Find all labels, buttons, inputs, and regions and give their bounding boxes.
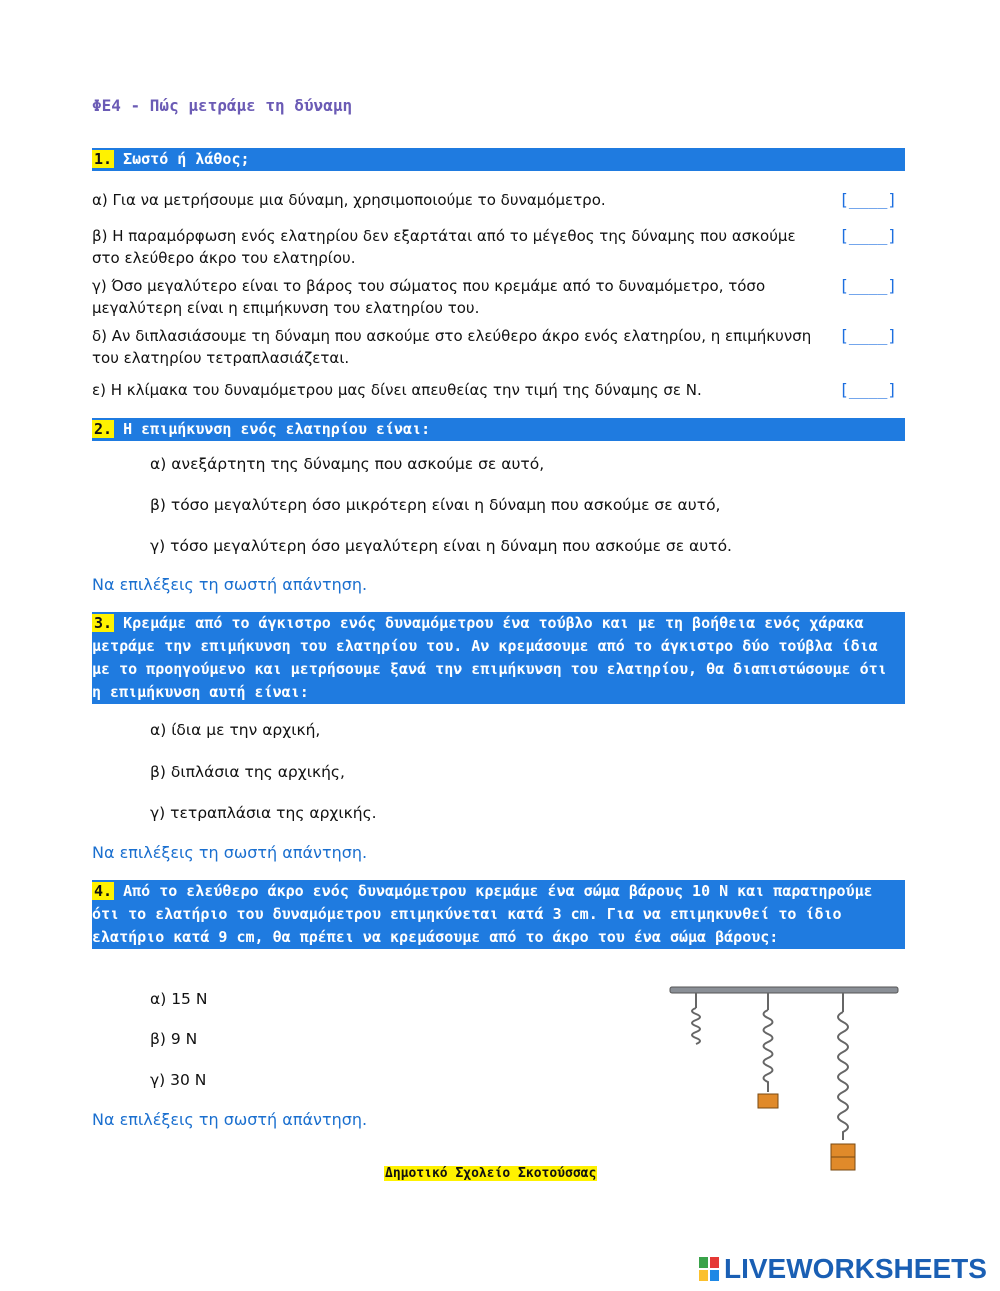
tf-statement: α) Για να μετρήσουμε μια δύναμη, χρησιμοποιούμε το δυναμόμετρο. [92,191,606,209]
answer-option[interactable]: α) ανεξάρτητη της δύναμης που ασκούμε σε αυτό, [150,455,545,473]
answer-option[interactable]: α) ίδια με την αρχική, [150,721,321,739]
school-name: Δημοτικό Σχολείο Σκοτούσσας [385,1166,597,1181]
answer-option[interactable]: α) 15 Ν [150,990,208,1008]
question-number: 3. [94,614,113,632]
question-1-header [92,148,905,171]
question-number: 1. [94,150,113,168]
tf-statement: ε) Η κλίμακα του δυναμόμετρου μας δίνει απευθείας την τιμή της δύναμης σε Ν. [92,381,702,399]
liveworksheets-logo [698,1253,987,1285]
tf-answer-blank[interactable]: [____] [839,380,897,399]
answer-option[interactable]: γ) 30 Ν [150,1071,207,1089]
instruction-text: Να επιλέξεις τη σωστή απάντηση. [92,843,368,862]
brand-wordmark: LIVEWORKSHEETS [724,1253,987,1284]
question-text: Σωστό ή λάθος; [123,150,250,168]
question-4-header [92,880,905,949]
tf-item [92,325,897,369]
question-3-header [92,612,905,704]
tf-statement: γ) Όσο μεγαλύτερο είναι το βάρος του σώματος που κρεμάμε από το δυναμόμετρο, τόσο μεγαλύτερη είναι η επιμήκυνση του ελατηρίου του. [92,277,766,317]
tf-statement: β) Η παραμόρφωση ενός ελατηρίου δεν εξαρτάται από το μέγεθος της δύναμης που ασκούμε στο ελεύθερο άκρο του ελατηρίου. [92,227,796,267]
tf-item [92,225,897,269]
question-2-header [92,418,905,441]
question-text: Κρεμάμε από το άγκιστρο ενός δυναμόμετρου ένα τούβλο και με τη βοήθεια ενός χάρακα μετράμε την επιμήκυνση του ελατηρίου του. Αν κρεμάσουμε από το άγκιστρο δύο τούβλα ίδια με το προηγούμενο και μετρήσουμε ξανά την επιμήκυνση του ελατηρίου, θα διαπιστώσουμε ότι η επιμήκυνση αυτή είναι: [92,614,887,701]
answer-option[interactable]: β) τόσο μεγαλύτερη όσο μικρότερη είναι η δύναμη που ασκούμε σε αυτό, [150,496,721,514]
answer-option[interactable]: γ) τετραπλάσια της αρχικής. [150,804,377,822]
liveworksheets-icon [698,1256,720,1282]
springs-illustration [668,984,904,1180]
question-number: 4. [94,882,113,900]
question-text: Η επιμήκυνση ενός ελατηρίου είναι: [123,420,431,438]
answer-option[interactable]: β) 9 Ν [150,1030,198,1048]
tf-answer-blank[interactable]: [____] [839,326,897,345]
tf-answer-blank[interactable]: [____] [839,276,897,295]
instruction-text: Να επιλέξεις τη σωστή απάντηση. [92,1110,368,1129]
tf-item [92,275,897,319]
tf-answer-blank[interactable]: [____] [839,190,897,209]
answer-option[interactable]: γ) τόσο μεγαλύτερη όσο μεγαλύτερη είναι η δύναμη που ασκούμε σε αυτό. [150,537,732,555]
question-number: 2. [94,420,113,438]
instruction-text: Να επιλέξεις τη σωστή απάντηση. [92,575,368,594]
page-title: ΦΕ4 - Πώς μετράμε τη δύναμη [92,96,353,115]
tf-item [92,189,897,211]
tf-statement: δ) Αν διπλασιάσουμε τη δύναμη που ασκούμε στο ελεύθερο άκρο ενός ελατηρίου, η επιμήκυνση του ελατηρίου τετραπλασιάζεται. [92,327,812,367]
tf-item [92,379,897,401]
tf-answer-blank[interactable]: [____] [839,226,897,245]
answer-option[interactable]: β) διπλάσια της αρχικής, [150,763,345,781]
question-text: Από το ελεύθερο άκρο ενός δυναμόμετρου κρεμάμε ένα σώμα βάρους 10 Ν και παρατηρούμε ότι το ελατήριο του δυναμόμετρου επιμηκύνεται κατά 3 cm. Για να επιμηκυνθεί το ίδιο ελατήριο κατά 9 cm, θα πρέπει να κρεμάσουμε από το άκρο του ένα σώμα βάρους: [92,882,873,946]
